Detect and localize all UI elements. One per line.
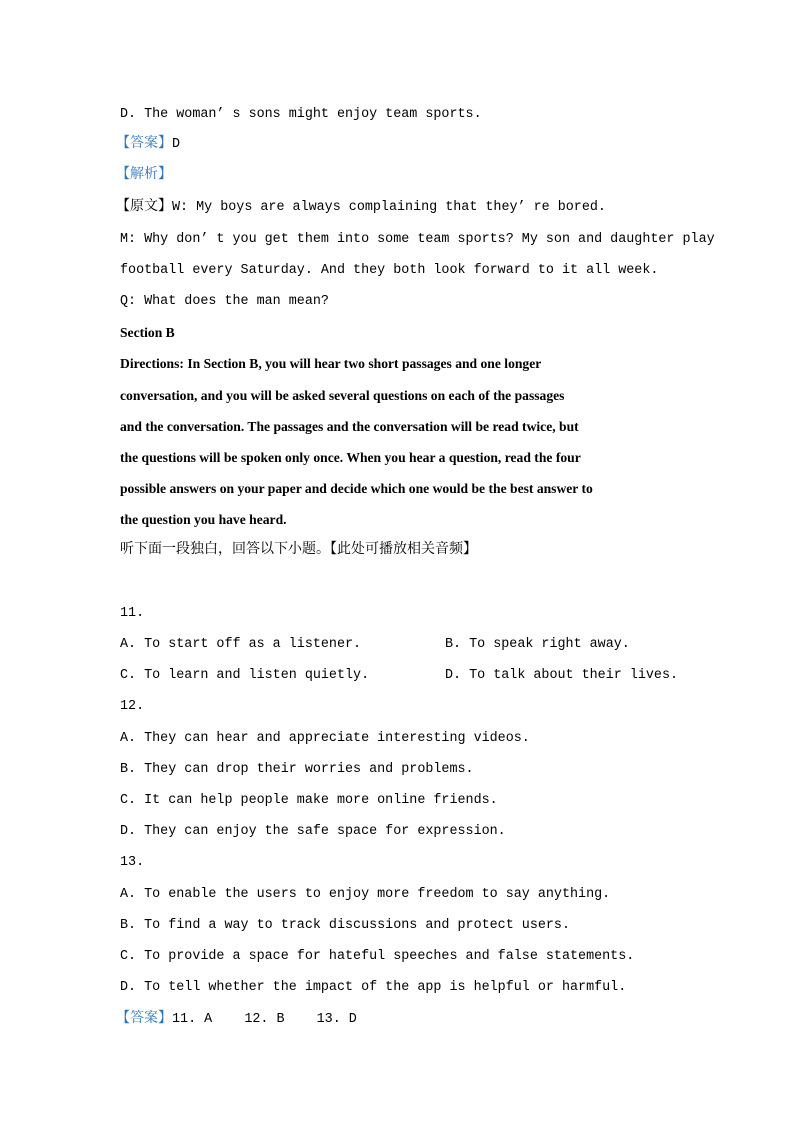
option: B. To speak right away.: [445, 637, 630, 652]
option: B. To find a way to track discussions and protect users.: [120, 918, 570, 933]
directions-line: conversation, and you will be asked several questions on each of the passages: [120, 388, 565, 403]
option: C. To provide a space for hateful speeches and false statements.: [120, 949, 635, 964]
option-d: D. The woman’ s sons might enjoy team sports.: [120, 107, 482, 122]
option: D. To talk about their lives.: [445, 668, 679, 683]
question-number: 11.: [120, 606, 145, 621]
analysis-line: [116, 166, 172, 184]
transcript-tag: 【原文】: [116, 198, 172, 214]
option: D. They can enjoy the safe space for expression.: [120, 824, 506, 839]
answer-tag: 【答案】: [116, 1010, 172, 1026]
answer-value: D: [172, 137, 181, 152]
directions-line: the questions will be spoken only once. When you hear a question, read the four: [120, 450, 581, 465]
directions-line: the question you have heard.: [120, 512, 287, 527]
directions-line: Directions: In Section B, you will hear two short passages and one longer: [120, 356, 542, 371]
analysis-tag: 【解析】: [116, 166, 172, 182]
option: A. To start off as a listener.: [120, 637, 362, 652]
directions-line: and the conversation. The passages and the conversation will be read twice, but: [120, 419, 579, 434]
option: B. They can drop their worries and problems.: [120, 762, 474, 777]
option: C. It can help people make more online friends.: [120, 793, 498, 808]
final-answer: 11. A 12. B 13. D: [172, 1012, 357, 1027]
option: A. They can hear and appreciate interesting videos.: [120, 731, 530, 746]
transcript-line: [116, 198, 606, 216]
answer-tag: 【答案】: [116, 135, 172, 151]
question-number: 12.: [120, 699, 145, 714]
option: D. To tell whether the impact of the app is helpful or harmful.: [120, 980, 627, 995]
option: C. To learn and listen quietly.: [120, 668, 370, 683]
instruction: 听下面一段独白，回答以下小题。【此处可播放相关音频】: [120, 541, 477, 557]
transcript-question: Q: What does the man mean?: [120, 294, 329, 309]
transcript-text: football every Saturday. And they both look forward to it all week.: [120, 263, 659, 278]
final-answer-line: [116, 1010, 357, 1028]
transcript-text: W: My boys are always complaining that they’ re bored.: [172, 200, 606, 215]
directions-line: possible answers on your paper and decide which one would be the best answer to: [120, 481, 593, 496]
transcript-text: M: Why don’ t you get them into some team sports? My son and daughter play: [120, 232, 715, 247]
question-number: 13.: [120, 855, 145, 870]
option: A. To enable the users to enjoy more freedom to say anything.: [120, 887, 611, 902]
section-title: Section B: [120, 325, 175, 340]
answer-line: [116, 135, 180, 153]
